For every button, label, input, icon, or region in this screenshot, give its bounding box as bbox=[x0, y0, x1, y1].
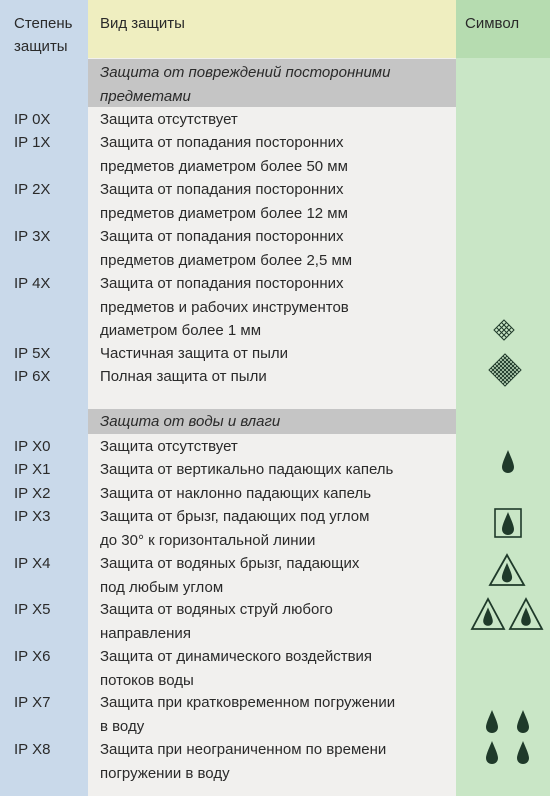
two-drops-icon bbox=[480, 707, 536, 737]
desc-line: Защита от наклонно падающих капель bbox=[100, 485, 372, 502]
desc-line: в воду bbox=[100, 717, 145, 735]
desc-line: погружении в воду bbox=[100, 764, 230, 782]
section-title-objects bbox=[100, 61, 390, 108]
code-ip2x: IP 2X bbox=[14, 181, 51, 198]
desc-ipx0 bbox=[100, 435, 238, 459]
desc-line: Защита от водяных струй любого bbox=[100, 601, 333, 618]
code-ip1x: IP 1X bbox=[14, 134, 51, 151]
drop-in-triangle-icon bbox=[487, 553, 527, 587]
desc-line: Защита от попадания посторонних bbox=[100, 228, 344, 245]
header-degree-line-1: Степень bbox=[14, 15, 73, 32]
desc-line: под любым углом bbox=[100, 578, 224, 596]
desc-line: Защита отсутствует bbox=[100, 111, 238, 128]
desc-ip4x bbox=[100, 272, 349, 343]
desc-ipx5 bbox=[100, 598, 333, 645]
desc-ipx4 bbox=[100, 552, 359, 599]
desc-line: предметов диаметром более 2,5 мм bbox=[100, 251, 353, 269]
desc-line: предметов диаметром более 12 мм bbox=[100, 204, 348, 222]
header-type: Вид защиты bbox=[100, 15, 185, 32]
section-title-line: предметами bbox=[100, 87, 191, 105]
header-degree-line-2: защиты bbox=[14, 38, 68, 55]
desc-line: Частичная защита от пыли bbox=[100, 345, 289, 362]
header-symbol: Символ bbox=[465, 15, 520, 32]
desc-ip5x bbox=[100, 342, 288, 366]
desc-line: Защита при кратковременном погружении bbox=[100, 694, 396, 711]
section-title-water bbox=[100, 410, 280, 434]
drop-in-square-icon bbox=[492, 506, 524, 540]
desc-ip2x bbox=[100, 178, 348, 225]
desc-line: Защита от динамического воздействия bbox=[100, 648, 373, 665]
desc-ipx3 bbox=[100, 505, 369, 552]
desc-ipx6 bbox=[100, 645, 372, 692]
code-ipx2: IP X2 bbox=[14, 485, 51, 502]
code-ipx1: IP X1 bbox=[14, 461, 51, 478]
desc-line: диаметром более 1 мм bbox=[100, 322, 262, 339]
small-grid-diamond-icon bbox=[493, 319, 515, 341]
desc-line: Полная защита от пыли bbox=[100, 368, 267, 385]
section-title-line: Защита от воды и влаги bbox=[100, 413, 281, 430]
desc-line: направления bbox=[100, 624, 191, 642]
code-ip5x: IP 5X bbox=[14, 345, 51, 362]
code-ipx3: IP X3 bbox=[14, 508, 51, 525]
single-drop-icon bbox=[500, 448, 516, 476]
two-drops-in-triangles-icon bbox=[470, 597, 546, 631]
desc-ip6x bbox=[100, 365, 267, 389]
symbol-column bbox=[456, 0, 550, 796]
desc-line: Защита отсутствует bbox=[100, 438, 238, 455]
desc-ip3x bbox=[100, 225, 352, 272]
desc-line: предметов и рабочих инструментов bbox=[100, 298, 349, 316]
code-ip4x: IP 4X bbox=[14, 275, 51, 292]
desc-line: потоков воды bbox=[100, 671, 194, 689]
two-drops-icon bbox=[480, 738, 536, 768]
code-ipx6: IP X6 bbox=[14, 648, 51, 665]
code-ipx8: IP X8 bbox=[14, 741, 51, 758]
section-title-line: Защита от повреждений посторонними bbox=[100, 64, 391, 81]
code-ipx0: IP X0 bbox=[14, 438, 51, 455]
desc-line: предметов диаметром более 50 мм bbox=[100, 157, 348, 175]
desc-line: Защита от водяных брызг, падающих bbox=[100, 555, 360, 572]
code-ipx7: IP X7 bbox=[14, 694, 51, 711]
desc-ip1x bbox=[100, 131, 348, 178]
desc-line: Защита от попадания посторонних bbox=[100, 181, 344, 198]
desc-line: до 30° к горизонтальной линии bbox=[100, 531, 316, 549]
code-ip3x: IP 3X bbox=[14, 228, 51, 245]
code-ipx4: IP X4 bbox=[14, 555, 51, 572]
desc-line: Защита от попадания посторонних bbox=[100, 134, 344, 151]
desc-ipx8 bbox=[100, 738, 386, 785]
desc-ipx7 bbox=[100, 691, 395, 738]
header-degree bbox=[14, 12, 72, 58]
desc-line: Защита от вертикально падающих капель bbox=[100, 461, 394, 478]
code-ipx5: IP X5 bbox=[14, 601, 51, 618]
code-ip0x: IP 0X bbox=[14, 111, 51, 128]
large-grid-diamond-icon bbox=[488, 353, 522, 387]
desc-ipx2 bbox=[100, 482, 371, 506]
code-ip6x: IP 6X bbox=[14, 368, 51, 385]
desc-ipx1 bbox=[100, 458, 393, 482]
desc-ip0x bbox=[100, 108, 238, 132]
desc-line: Защита при неограниченном по времени bbox=[100, 741, 387, 758]
desc-line: Защита от брызг, падающих под углом bbox=[100, 508, 370, 525]
desc-line: Защита от попадания посторонних bbox=[100, 275, 344, 292]
